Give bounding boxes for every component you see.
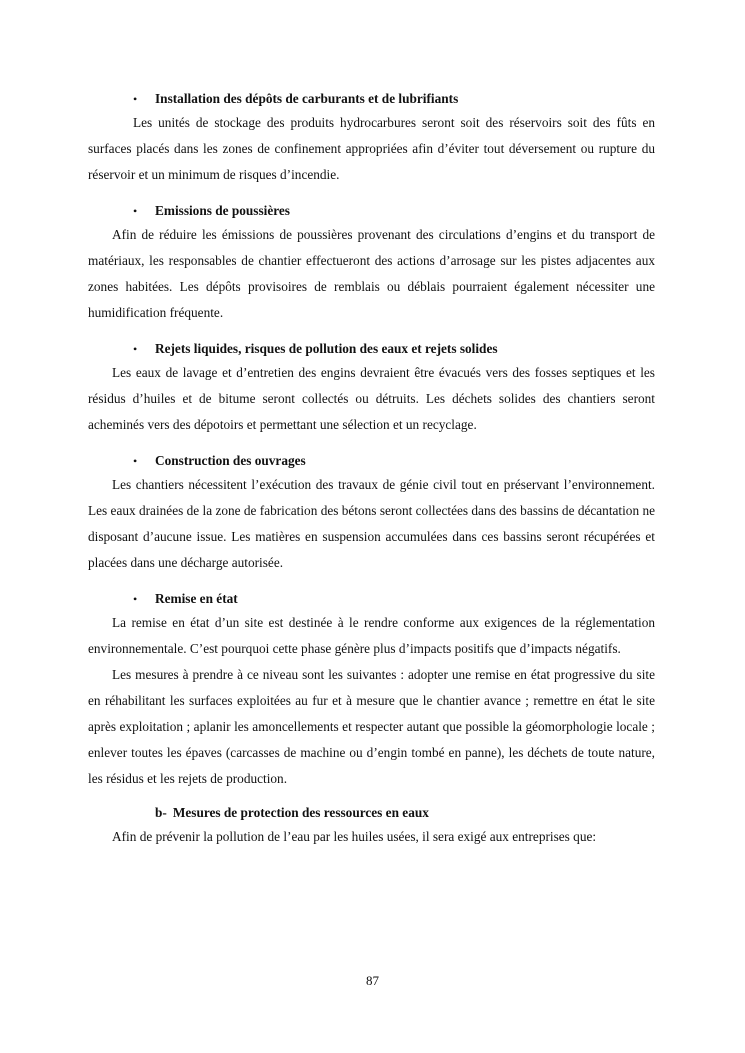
page-number: 87 xyxy=(366,973,379,988)
section-paragraph: Afin de réduire les émissions de poussières provenant des circulations d’engins et du transport de matériaux, les responsables de chantier effectueront des actions d’arrosage sur les pistes adjacentes aux zones habitées. Les dépôts provisoires de remblais ou déblais pourraient également nécessiter une humidification fréquente. xyxy=(88,227,655,320)
section-heading-text: Emissions de poussières xyxy=(155,203,290,218)
section-dust-emissions xyxy=(88,200,655,326)
section-heading-text: Construction des ouvrages xyxy=(155,453,306,468)
section-paragraph: Les unités de stockage des produits hydrocarbures seront soit des réservoirs soit des fûts en surfaces placés dans les zones de confinement appropriées afin d’éviter tout déversement ou rupture du réservoir et un minimum de risques d’incendie. xyxy=(88,115,655,182)
bullet-icon: • xyxy=(133,204,138,218)
section-paragraph: La remise en état d’un site est destinée à le rendre conforme aux exigences de la réglementation environnementale. C’est pourquoi cette phase génère plus d’impacts positifs que d’impacts négatifs. xyxy=(88,615,655,656)
section-heading xyxy=(88,88,655,110)
section-heading xyxy=(88,338,655,360)
section-liquid-discharges xyxy=(88,338,655,438)
section-heading xyxy=(88,450,655,472)
section-construction-works xyxy=(88,450,655,576)
section-fuel-depots xyxy=(88,88,655,188)
bullet-icon: • xyxy=(133,592,138,606)
page-content xyxy=(88,88,655,850)
section-paragraph: Les mesures à prendre à ce niveau sont les suivantes : adopter une remise en état progressive du site en réhabilitant les surfaces exploitées au fur et à mesure que le chantier avance ; remettre en état le site après exploitation ; aplanir les amoncellements et respecter autant que possible la géomorphologie locale ; enlever toutes les épaves (carcasses de machine ou d’engin tombé en panne), les déchets de toute nature, les résidus et les rejets de production. xyxy=(88,667,655,786)
bullet-icon: • xyxy=(133,454,138,468)
subsection-water-protection xyxy=(88,802,655,850)
section-heading-text: Remise en état xyxy=(155,591,238,606)
section-paragraph: Les eaux de lavage et d’entretien des engins devraient être évacués vers des fosses septiques et les résidus d’huiles et de bitume seront collectés ou détruits. Les déchets solides des chantiers seront acheminés vers des dépotoirs et permettant une sélection et un recyclage. xyxy=(88,365,655,432)
bullet-icon: • xyxy=(133,92,138,106)
section-paragraph: Les chantiers nécessitent l’exécution des travaux de génie civil tout en préservant l’environnement. Les eaux drainées de la zone de fabrication des bétons seront collectées dans des bassins de décantation ne disposant d’aucune issue. Les matières en suspension accumulées dans ces bassins seront récupérées et placées dans une décharge autorisée. xyxy=(88,477,655,570)
subsection-heading xyxy=(88,802,655,824)
section-heading-text: Installation des dépôts de carburants et de lubrifiants xyxy=(155,91,459,106)
subsection-paragraph: Afin de prévenir la pollution de l’eau par les huiles usées, il sera exigé aux entreprises que: xyxy=(112,829,597,844)
bullet-icon: • xyxy=(133,342,138,356)
subsection-label: b- xyxy=(155,805,167,820)
section-heading xyxy=(88,588,655,610)
section-heading xyxy=(88,200,655,222)
section-heading-text: Rejets liquides, risques de pollution des eaux et rejets solides xyxy=(155,341,498,356)
section-site-restoration xyxy=(88,588,655,792)
subsection-heading-text: Mesures de protection des ressources en eaux xyxy=(172,805,429,820)
